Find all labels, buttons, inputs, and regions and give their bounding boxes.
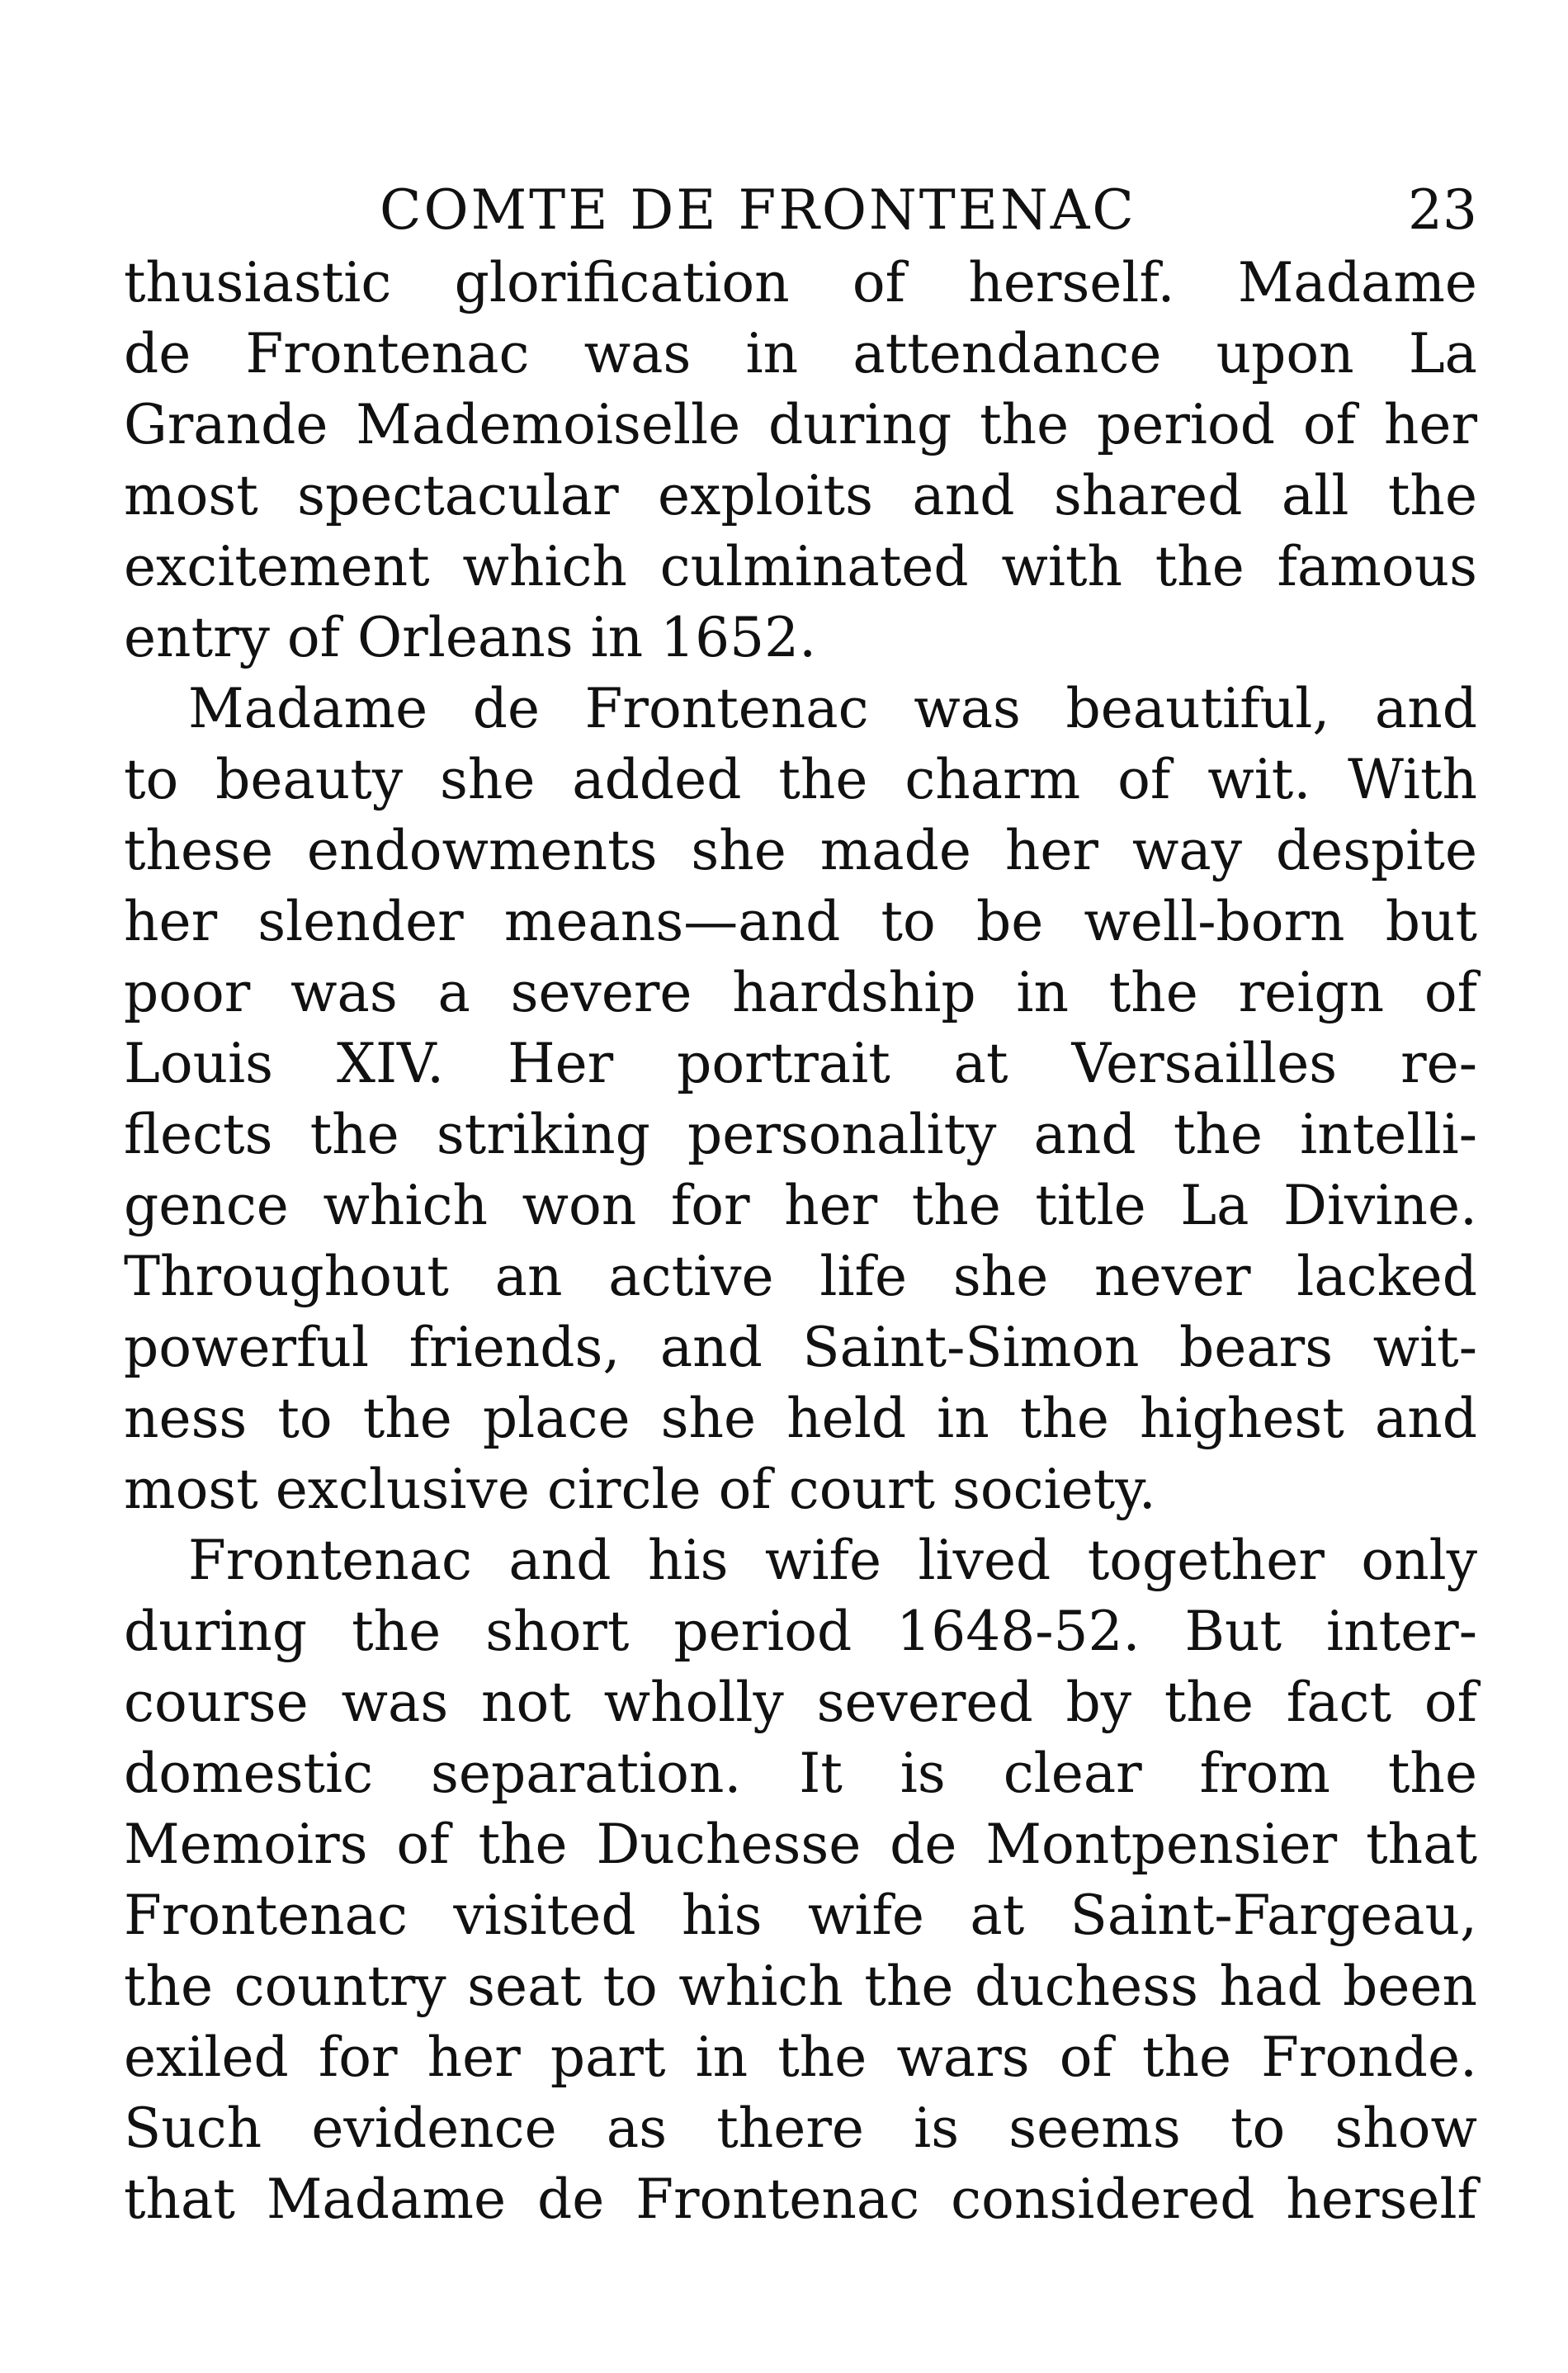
text-line: Throughout an active life she never lacked	[124, 1245, 1477, 1308]
text-line: most spectacular exploits and shared all the	[124, 464, 1477, 527]
text-line: ness to the place she held in the highest and	[124, 1387, 1477, 1450]
text-line: domestic separation. It is clear from the	[124, 1742, 1477, 1805]
text-line: the country seat to which the duchess had been	[124, 1955, 1477, 2018]
paragraph-3	[124, 1525, 1477, 2235]
text-line: excitement which culminated with the famous	[124, 535, 1477, 598]
text-line: exiled for her part in the wars of the Fronde.	[124, 2026, 1477, 2089]
text-line: most exclusive circle of court society.	[124, 1458, 1156, 1521]
text-line: these endowments she made her way despite	[124, 819, 1477, 882]
text-line: Such evidence as there is seems to show	[124, 2096, 1477, 2160]
paragraph-1	[124, 248, 1477, 674]
text-line: gence which won for her the title La Divine.	[124, 1174, 1477, 1237]
text-line: Madame de Frontenac was beautiful, and	[188, 677, 1477, 740]
text-line: flects the striking personality and the intelli-	[124, 1103, 1477, 1166]
page-number: 23	[1408, 178, 1477, 242]
text-line: Frontenac visited his wife at Saint-Fargeau,	[124, 1884, 1477, 1947]
text-line: during the short period 1648-52. But inter-	[124, 1600, 1477, 1663]
text-line: Frontenac and his wife lived together only	[188, 1529, 1477, 1592]
body-text	[124, 248, 1477, 2235]
text-line: to beauty she added the charm of wit. With	[124, 748, 1477, 811]
text-line: de Frontenac was in attendance upon La	[124, 322, 1477, 385]
text-line: powerful friends, and Saint-Simon bears wit-	[124, 1316, 1477, 1379]
text-line: poor was a severe hardship in the reign of	[124, 961, 1477, 1024]
paragraph-2	[124, 674, 1477, 1525]
text-line: Memoirs of the Duchesse de Montpensier that	[124, 1813, 1477, 1876]
text-line: course was not wholly severed by the fact of	[124, 1671, 1477, 1734]
text-line: Grande Mademoiselle during the period of her	[124, 393, 1477, 456]
text-line: that Madame de Frontenac considered herself	[124, 2167, 1477, 2231]
text-line: thusiastic glorification of herself. Madame	[124, 251, 1477, 314]
text-line: Louis XIV. Her portrait at Versailles re-	[124, 1032, 1477, 1095]
text-line: her slender means—and to be well-born but	[124, 890, 1477, 953]
running-title: COMTE DE FRONTENAC	[380, 178, 1136, 242]
running-head	[124, 169, 1477, 252]
text-line: entry of Orleans in 1652.	[124, 606, 817, 669]
